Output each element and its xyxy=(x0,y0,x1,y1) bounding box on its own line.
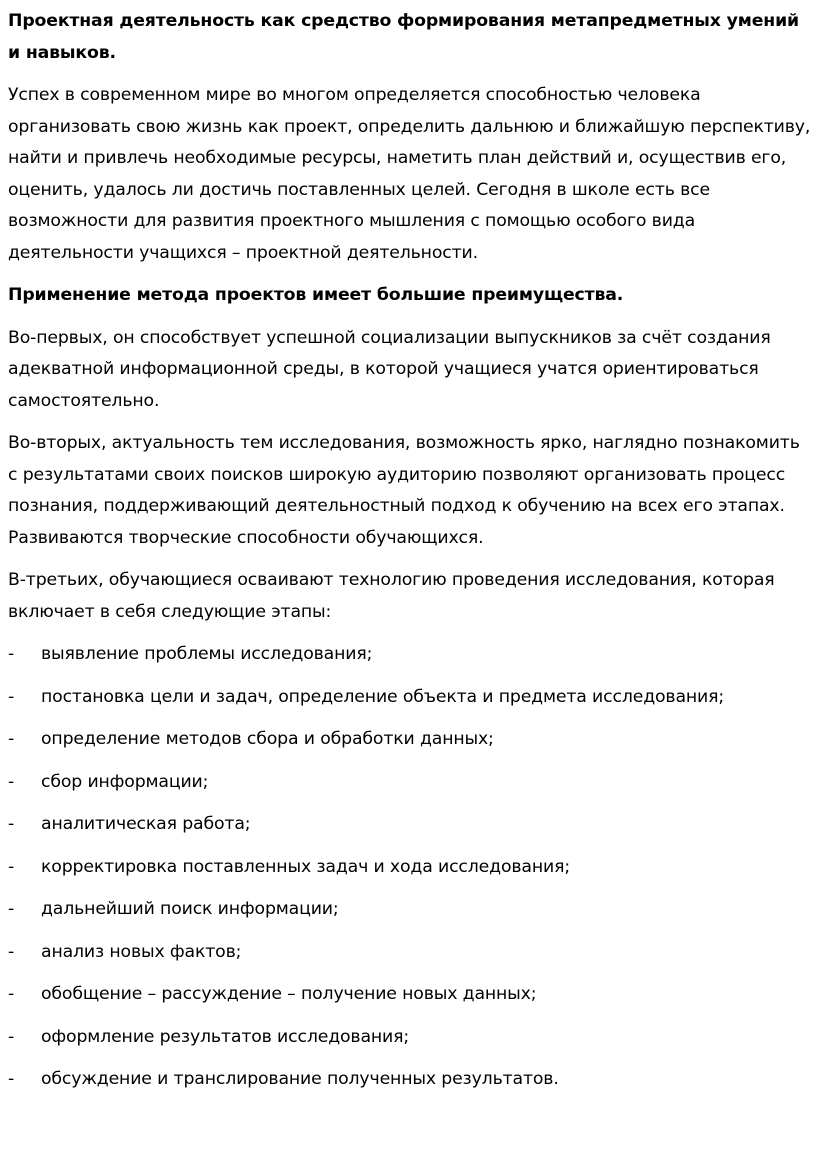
list-item xyxy=(8,894,814,926)
dash-marker: - xyxy=(8,984,15,1004)
step-text: постановка цели и задач, определение объекта и предмета исследования; xyxy=(41,686,725,707)
list-item xyxy=(8,979,814,1011)
list-item xyxy=(8,1064,814,1096)
advantages-heading: Применение метода проектов имеет большие преимущества. xyxy=(8,285,624,305)
list-item xyxy=(8,937,814,969)
step-text: аналитическая работа; xyxy=(41,814,251,834)
dash-marker: - xyxy=(8,771,15,792)
dash-marker: - xyxy=(8,729,15,749)
dash-marker: - xyxy=(8,941,15,962)
list-item xyxy=(8,1022,814,1054)
step-text: выявление проблемы исследования; xyxy=(41,644,373,664)
second-advantage-paragraph: Во-вторых, актуальность тем исследования, возможность ярко, наглядно познакомить с результатами своих поисков широкую аудиторию позволяют организовать процесс познания, поддерживающий деятельностный подход к обучению на всех его этапах. Развиваются творческие способности обучающихся. xyxy=(8,433,800,548)
step-text: определение методов сбора и обработки данных; xyxy=(41,729,494,749)
step-text: обобщение – рассуждение – получение новых данных; xyxy=(41,984,537,1004)
list-item xyxy=(8,767,814,799)
third-advantage-paragraph: В-третьих, обучающиеся осваивают технологию проведения исследования, которая включает в себя следующие этапы: xyxy=(8,570,775,622)
list-item xyxy=(8,639,814,671)
dash-marker: - xyxy=(8,899,15,919)
list-item xyxy=(8,809,814,841)
research-steps-list xyxy=(8,639,814,1096)
step-text: анализ новых фактов; xyxy=(41,941,242,962)
step-text: дальнейший поиск информации; xyxy=(41,899,339,919)
step-text: оформление результатов исследования; xyxy=(41,1026,410,1047)
first-advantage-paragraph: Во-первых, он способствует успешной социализации выпускников за счёт создания адекватной информационной среды, в которой учащиеся учатся ориентироваться самостоятельно. xyxy=(8,327,771,411)
dash-marker: - xyxy=(8,856,15,877)
step-text: сбор информации; xyxy=(41,771,209,792)
list-item xyxy=(8,724,814,756)
dash-marker: - xyxy=(8,644,15,664)
step-text: обсуждение и транслирование полученных результатов. xyxy=(41,1069,559,1089)
list-item xyxy=(8,682,814,714)
dash-marker: - xyxy=(8,814,15,834)
step-text: корректировка поставленных задач и хода исследования; xyxy=(41,856,571,877)
dash-marker: - xyxy=(8,1069,15,1089)
document-title: Проектная деятельность как средство формирования метапредметных умений и навыков. xyxy=(8,11,800,63)
intro-paragraph: Успех в современном мире во многом определяется способностью человека организовать свою жизнь как проект, определить дальнюю и ближайшую перспективу, найти и привлечь необходимые ресурсы, наметить план действий и, осуществив его, оценить, удалось ли достичь поставленных целей. Сегодня в школе есть все возможности для развития проектного мышления с помощью особого вида деятельности учащихся – проектной деятельности. xyxy=(8,85,811,263)
document-body xyxy=(8,6,814,1107)
dash-marker: - xyxy=(8,1026,15,1047)
dash-marker: - xyxy=(8,686,15,707)
list-item xyxy=(8,852,814,884)
